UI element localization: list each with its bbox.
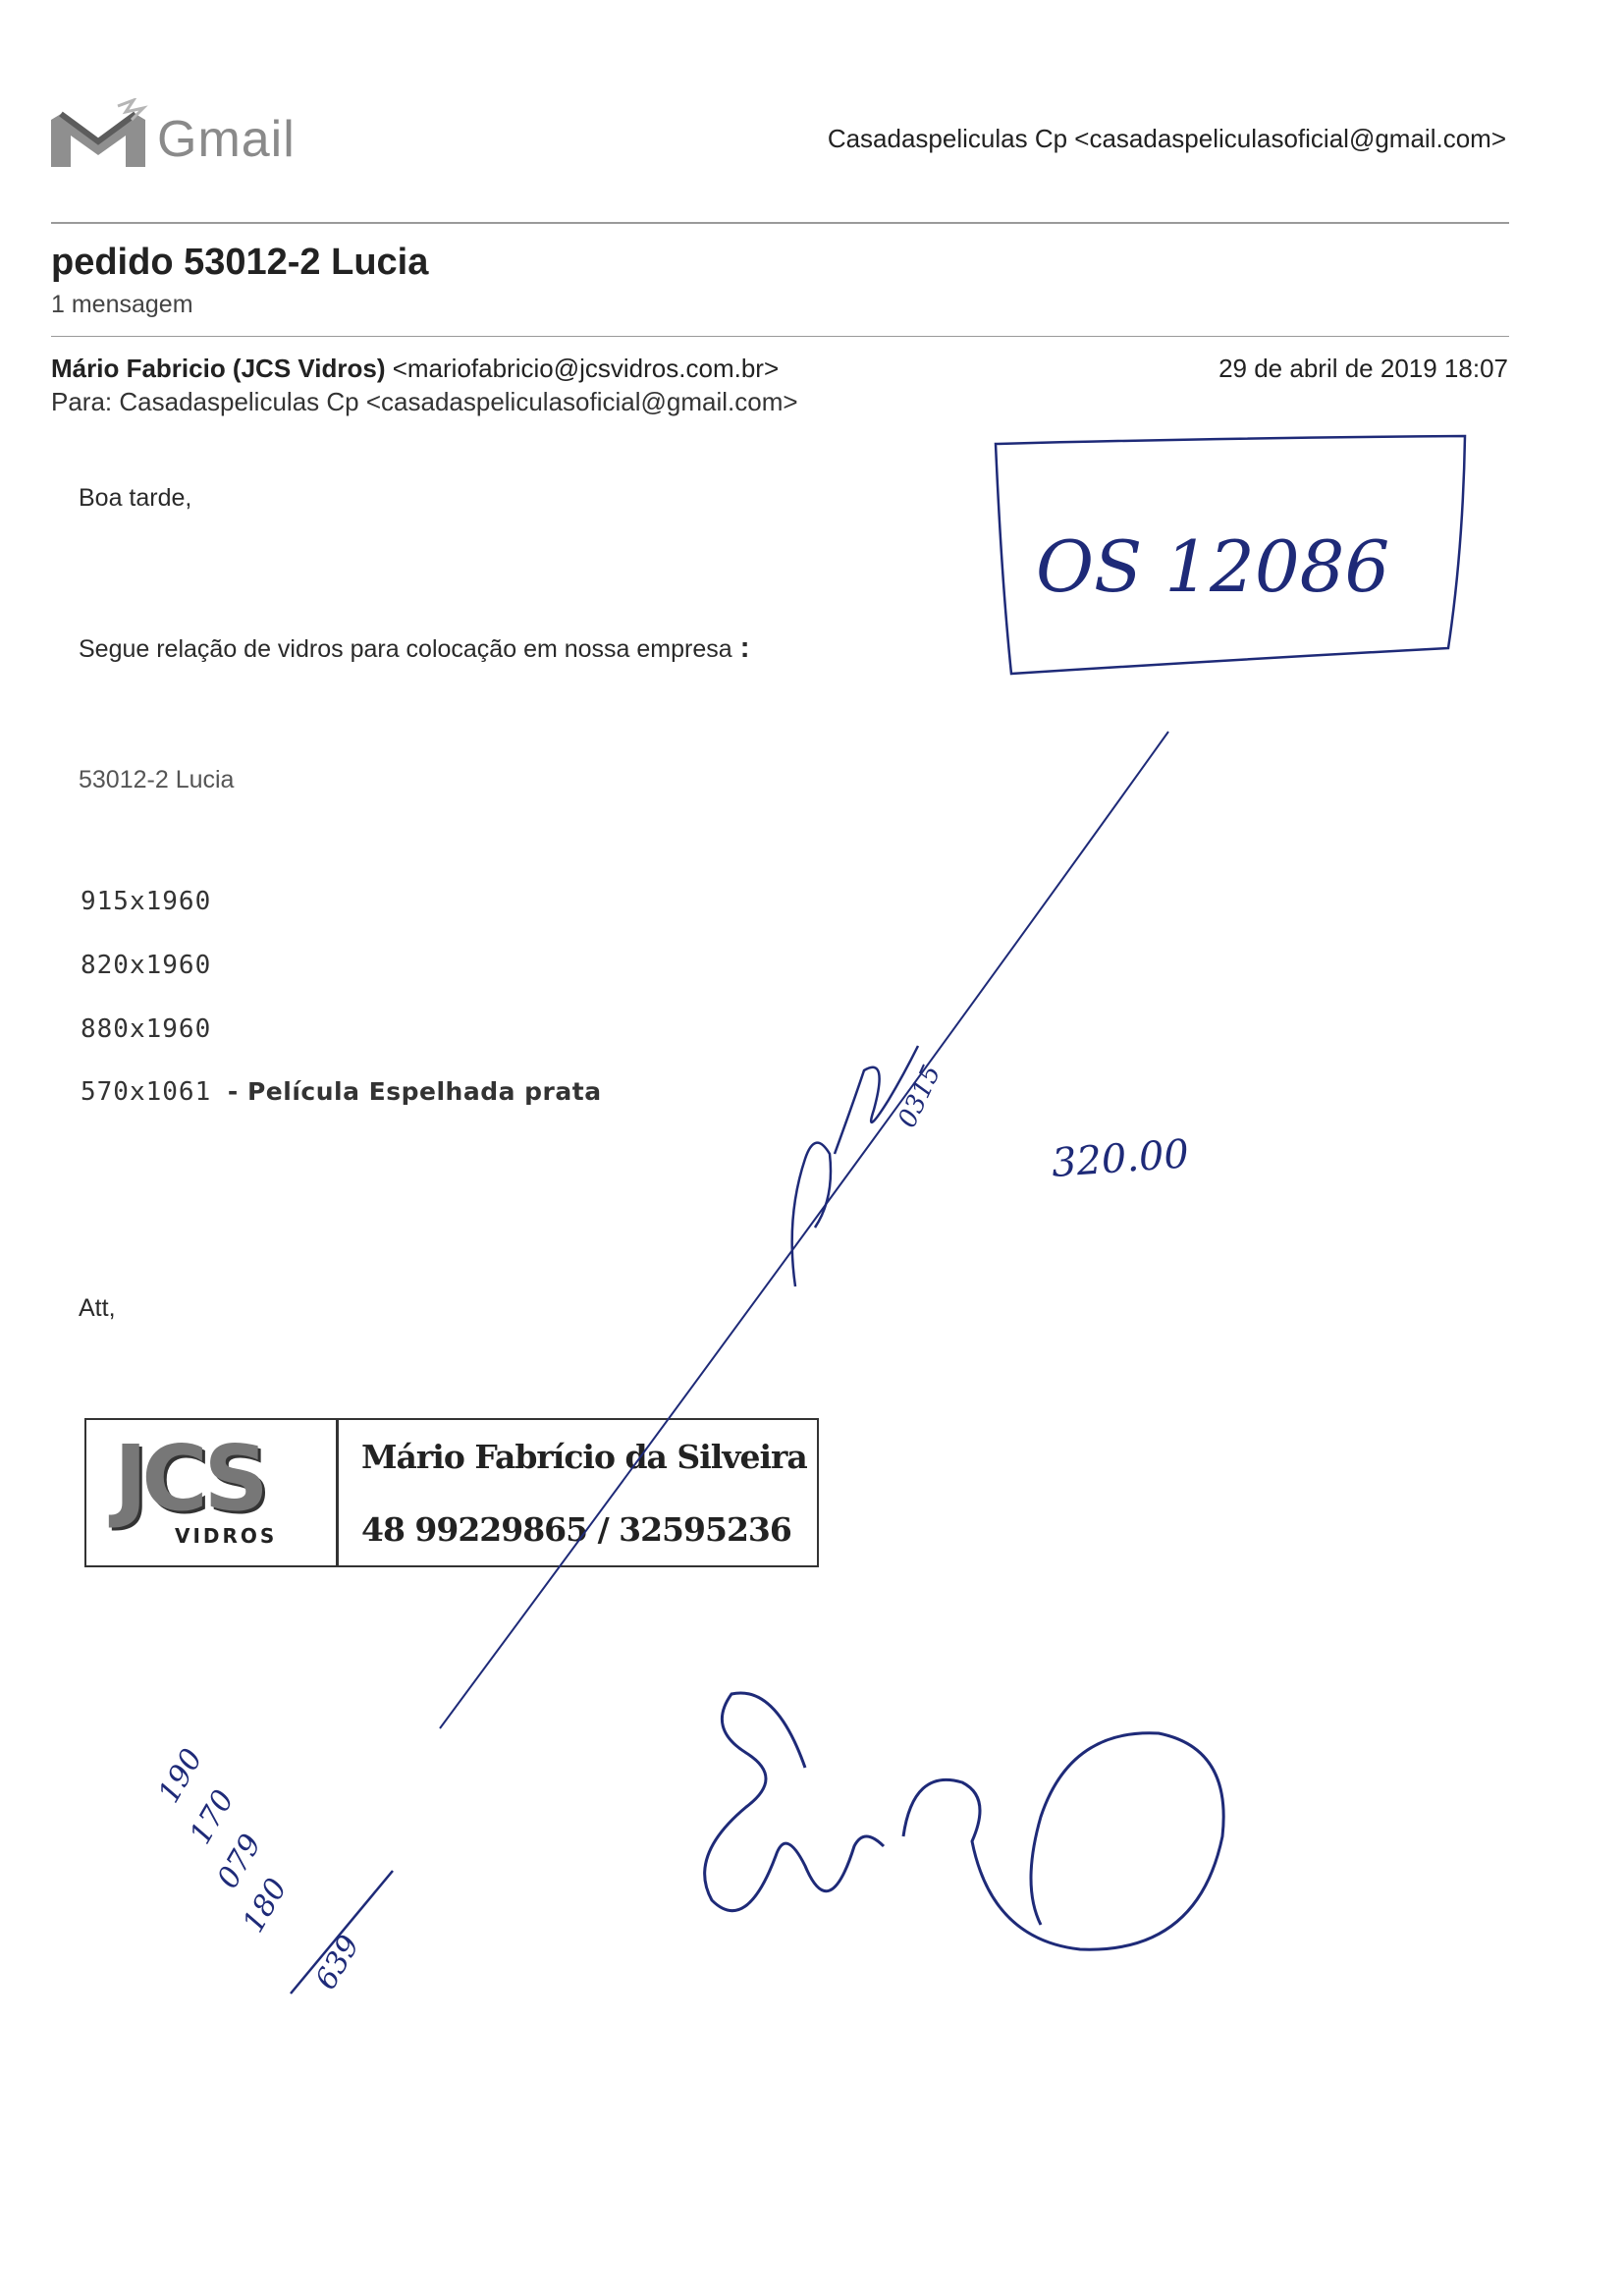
email-subject: pedido 53012-2 Lucia [51,242,429,283]
subject-divider [51,336,1509,337]
order-reference: 53012-2 Lucia [79,766,235,793]
intro-text [79,631,750,665]
column-number: 170 [183,1783,242,1850]
os-number: OS 12086 [1036,525,1390,608]
handwritten-amount: 320.00 [1050,1131,1191,1186]
glass-dimension-with-note [81,1077,602,1107]
sum-line [291,1871,393,1994]
message-count: 1 mensagem [51,291,193,318]
account-email: Casadaspeliculas Cp <casadaspeliculasoficial@gmail.com> [827,124,1506,153]
signature-phone: 48 99229865 / 32595236 [361,1510,791,1549]
header-divider [51,222,1509,224]
signature-name: Mário Fabrício da Silveira [361,1438,807,1476]
glass-dimension: 880x1960 [81,1014,212,1044]
large-signature [705,1693,1224,1949]
gmail-logo-text: Gmail [157,111,296,168]
intro-sentence: Segue relação de vidros para colocação em nossa empresa [79,635,732,663]
glass-dimension: 570x1061 [81,1077,212,1107]
glass-dimension: 915x1960 [81,887,212,916]
column-number: 079 [210,1828,269,1894]
film-note: - Película Espelhada prata [227,1077,602,1106]
initials-code: 0315 [893,1061,947,1132]
glass-dimension: 820x1960 [81,951,212,980]
jcs-logo-subtitle: VIDROS [175,1524,278,1548]
column-total: 639 [308,1929,367,1995]
greeting: Boa tarde, [79,484,192,512]
sender-name: Mário Fabricio (JCS Vidros) [51,354,386,383]
closing: Att, [79,1294,116,1322]
jcs-logo [86,1420,339,1565]
intro-colon: : [739,631,750,664]
diagonal-strike [440,732,1168,1728]
initials-scribble [792,1046,918,1286]
os-box-outline [996,436,1465,674]
jcs-logo-mark: JCS [114,1426,263,1531]
column-number: 180 [236,1872,295,1939]
sender-email: <mariofabricio@jcsvidros.com.br> [392,354,780,383]
column-number: 190 [151,1742,210,1809]
message-date: 29 de abril de 2019 18:07 [1218,354,1508,383]
signature-card [84,1418,819,1567]
sender-line [51,354,779,384]
recipient-line: Para: Casadaspeliculas Cp <casadaspeliculasoficial@gmail.com> [51,387,798,416]
